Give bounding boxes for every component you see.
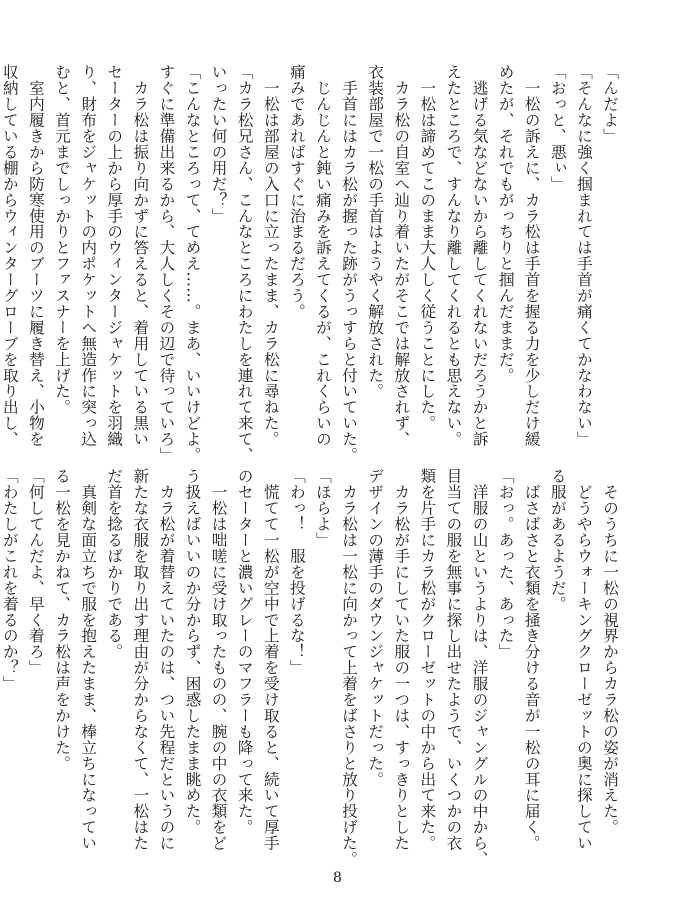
text-line: 「そんなに強く掴まれては手首が痛くてかなわない」 bbox=[574, 64, 593, 447]
text-line: カラ松は一松に向かって上着をばさりと放り投げた。 bbox=[340, 468, 359, 867]
text-line: 手首にはカラ松が握った跡がうっすらと付いていた。 bbox=[340, 64, 359, 463]
text-line: そのうちに一松の視界からカラ松の姿が消えた。 bbox=[601, 468, 619, 835]
text-line: デザインの薄手のダウンジャケットだった。 bbox=[366, 468, 385, 787]
text-line: 一松は咄嗟に受け取ったものの、腕の中の衣類をど bbox=[209, 468, 228, 851]
text-line: セーターの上から厚手のウィンタージャケットを羽織 bbox=[105, 64, 124, 447]
text-block-top bbox=[0, 64, 623, 463]
page-number: 8 bbox=[333, 870, 342, 886]
text-line: 衣装部屋で一松の手首はようやく解放された。 bbox=[366, 64, 385, 399]
text-line: じんじんと鈍い痛みを訴えてくるが、これくらいの bbox=[313, 64, 332, 447]
text-line: カラ松は振り向かずに答えると、着用している黒い bbox=[131, 64, 150, 447]
text-line: 「こんなところって、てめえ……。まあ、いいけどよ。 bbox=[183, 64, 202, 463]
text-line: 「ほらよ」 bbox=[313, 468, 332, 548]
text-line: カラ松が手にしていた服の一つは、すっきりとした bbox=[392, 468, 411, 851]
text-line: 「んだよ」 bbox=[601, 64, 619, 144]
text-line: めたが、それでもがっちりと掴んだままだ。 bbox=[496, 64, 515, 383]
text-line: 真剣な面立ちで服を抱えたまま、棒立ちになってい bbox=[79, 468, 98, 851]
text-line: むと、首元までしっかりとファスナーを上げた。 bbox=[53, 64, 72, 415]
text-line: のセーターと濃いグレーのマフラーも降って来た。 bbox=[235, 468, 254, 835]
text-line: 「おっ。あった、あった」 bbox=[496, 468, 515, 660]
text-line: 「わっ！ 服を投げるな！」 bbox=[287, 468, 306, 676]
text-line: 目当ての服を無事に探し出せたようで、いくつかの衣 bbox=[444, 468, 463, 851]
text-line: だ首を捻るばかりである。 bbox=[105, 468, 124, 660]
text-line: 「おっと、悪ぃ」 bbox=[548, 64, 567, 192]
text-line: 類を片手にカラ松がクローゼットの中から出て来た。 bbox=[418, 468, 437, 851]
text-line: どうやらウォーキングクローゼットの奥に探してい bbox=[574, 468, 593, 851]
text-line: 一松は部屋の入口に立ったまま、カラ松に尋ねた。 bbox=[261, 64, 280, 447]
text-line: り、財布をジャケットの内ポケットへ無造作に突っ込 bbox=[79, 64, 98, 447]
text-line: 室内履きから防寒使用のブーツに履き替え、小物を bbox=[26, 64, 45, 447]
text-line: る一松を見かねて、カラ松は声をかけた。 bbox=[53, 468, 72, 772]
text-line: 「カラ松兄さん、こんなところにわたしを連れて来て、 bbox=[235, 64, 254, 463]
text-line: 収納している棚からウィンターグローブを取り出し、 bbox=[0, 64, 19, 447]
text-line: ばさばさと衣類を掻き分ける音が一松の耳に届く。 bbox=[522, 468, 541, 851]
text-line: 逃げる気などないから離してくれないだろうかと訴 bbox=[470, 64, 489, 447]
text-line: いったい何の用だ？」 bbox=[209, 64, 228, 224]
text-line: 洋服の山というよりは、洋服のジャングルの中から、 bbox=[470, 468, 489, 867]
text-line: すぐに準備出来るから、大人しくその辺で待っていろ」 bbox=[157, 64, 176, 463]
text-line: 「何してんだよ、早く着ろ」 bbox=[26, 468, 45, 676]
text-line: 一松は諦めてこのまま大人しく従うことにした。 bbox=[418, 64, 437, 431]
text-line: カラ松が着替えていたのは、つい先程だというのに bbox=[157, 468, 176, 851]
text-line: カラ松の自室へ辿り着いたがそこでは解放されず、 bbox=[392, 64, 411, 447]
text-line: 慌てて一松が空中で上着を受け取ると、続いて厚手 bbox=[261, 468, 280, 851]
text-line: えたところで、すんなり離してくれるとも思えない。 bbox=[444, 64, 463, 447]
text-line: る服があるようだ。 bbox=[548, 468, 567, 612]
text-block-bottom bbox=[0, 468, 623, 867]
text-line: 新たな衣服を取り出す理由が分からなくて、一松はた bbox=[131, 468, 150, 851]
text-line: 痛みであればすぐに治まるだろう。 bbox=[287, 64, 306, 320]
text-line: 一松の訴えに、カラ松は手首を握る力を少しだけ緩 bbox=[522, 64, 541, 447]
text-line: う扱えばいいのか分からず、困惑したまま眺めた。 bbox=[183, 468, 202, 835]
text-line: 「わたしがこれを着るのか？」 bbox=[0, 468, 19, 692]
